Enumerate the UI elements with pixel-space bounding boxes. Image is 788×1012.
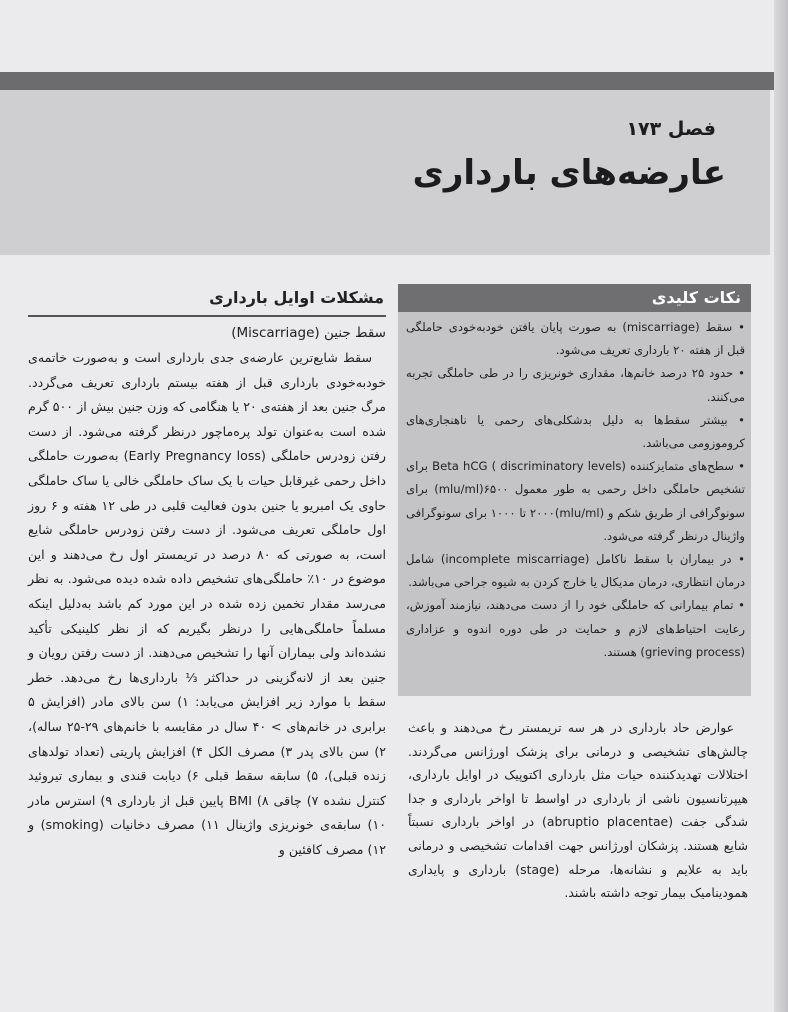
chapter-title: عارضه‌های بارداری bbox=[412, 153, 726, 193]
left-column bbox=[28, 285, 386, 862]
key-point-item: • حدود ۲۵ درصد خانم‌ها، مقداری خونریزی را در طی حاملگی تجربه می‌کنند. bbox=[406, 366, 745, 404]
key-point-item: • تمام بیمارانی که حاملگی خود را از دست می‌دهند، نیازمند آموزش، رعایت احتیاط‌های لازم و حمایت در طی دوره اندوه و عزاداری (grieving process) هستند. bbox=[406, 598, 745, 659]
key-points-heading: نکات کلیدی bbox=[398, 284, 751, 312]
section-title: مشکلات اوایل بارداری bbox=[209, 288, 384, 307]
key-points-list bbox=[398, 312, 751, 664]
subsection-title: سقط جنین (Miscarriage) bbox=[231, 325, 386, 341]
section-divider bbox=[28, 315, 386, 317]
key-points-box bbox=[398, 284, 751, 696]
chapter-number: فصل ۱۷۳ bbox=[626, 118, 716, 140]
section-body: سقط شایع‌ترین عارضه‌ی جدی بارداری است و به‌صورت خاتمه‌ی خودبه‌خودی بارداری قبل از هفته بیستم بارداری تعریف می‌گردد. مرگ جنین بعد از هفته‌ی ۲۰ یا هنگامی که وزن جنین بیش از ۵۰۰ گرم شده است به‌عنوان تولد پره‌ماچور درنظر گرفته می‌شود. از دست رفتن زودرس حاملگی (Early Pregnancy loss) به‌صورت حاملگی داخل رحمی غیرقابل حیات با یک ساک حاملگی خالی یا ساک حاملگی حاوی یک امبریو یا جنین بدون فعالیت قلبی در طی ۱۲ هفته و ۶ روز اول حاملگی تعریف می‌شود. از دست رفتن زودرس حاملگی شایع است، به صورتی که ۸۰ درصد در تریمستر اول رخ می‌دهند و این موضوع در ۱۰٪ حاملگی‌های تشخیص داده شده دیده می‌شود. به نظر می‌رسد مقدار تخمین زده شده در این مورد کم باشد به‌دلیل اینکه مسلماً حاملگی‌هایی را درنظر بگیریم که از نظر کلینیکی تأکید نشده‌اند ولی بیماران آنها را تشخیص می‌دهند. از دست رفتن رویان و جنین بعد از لانه‌گزینی در حداکثر ⅓ بارداری‌ها رخ می‌دهد. خطر سقط با موارد زیر افزایش می‌یابد: ۱) سن بالای مادر (افزایش ۵ برابری در خانم‌های > ۴۰ سال در مقایسه با خانم‌های ۲۹-۲۵ ساله)، ۲) سن بالای پدر ۳) مصرف الکل ۴) افزایش پاریتی (تعداد تولدهای زنده قبلی)، ۵) سابقه سقط قبلی ۶) دیابت قندی و بیماری تیروئید کنترل نشده ۷) چاقی ۸) BMI پایین قبل از بارداری ۹) استرس مادر ۱۰) سابقه‌ی خونریزی واژینال ۱۱) مصرف دخانیات (smoking) و ۱۲) مصرف کافئین و bbox=[28, 350, 387, 857]
key-point-item: • بیشتر سقط‌ها به دلیل بدشکلی‌های رحمی یا ناهنجاری‌های کروموزومی می‌باشد. bbox=[406, 412, 745, 451]
key-point-item: • سطح‌های متمایزکننده Beta hCG ( discriminatory levels) برای تشخیص حاملگی داخل رحمی به طور معمول ۶۵۰۰(mlu/ml) برای سونوگرافی از طریق شکم و (mlu/ml)۲۰۰۰ تا ۱۰۰۰ برای سونوگرافی واژینال درنظر گرفته می‌شود. bbox=[406, 459, 745, 543]
top-dark-bar bbox=[0, 72, 778, 90]
right-column bbox=[408, 716, 748, 905]
page-edge bbox=[774, 0, 788, 1012]
key-point-item: • سقط (miscarriage) به صورت پایان یافتن خودبه‌خودی حاملگی قبل از هفته ۲۰ بارداری تعریف می‌شود. bbox=[406, 320, 745, 358]
key-point-item: • در بیماران با سقط ناکامل (incomplete miscarriage) شامل درمان انتظاری، درمان مدیکال یا خارج کردن به شیوه جراحی می‌باشد. bbox=[406, 552, 745, 590]
intro-paragraph: عوارض حاد بارداری در هر سه تریمستر رخ می‌دهند و باعث چالش‌های تشخیصی و درمانی برای پزشک اورژانس می‌گردند. اختلالات تهدیدکننده حیات مثل بارداری اکتوپیک در اوایل بارداری، هیپرتانسیون ناشی از بارداری در اواسط تا اواخر بارداری و جدا شدگی جفت (abruptio placentae) در اواخر بارداری نسبتاً شایع هستند. پزشکان اورژانس جهت اقدامات تشخیصی و درمانی باید به علایم و نشانه‌ها، مرحله (stage) بارداری و پایداری همودینامیک بیمار توجه داشته باشند. bbox=[408, 720, 749, 901]
